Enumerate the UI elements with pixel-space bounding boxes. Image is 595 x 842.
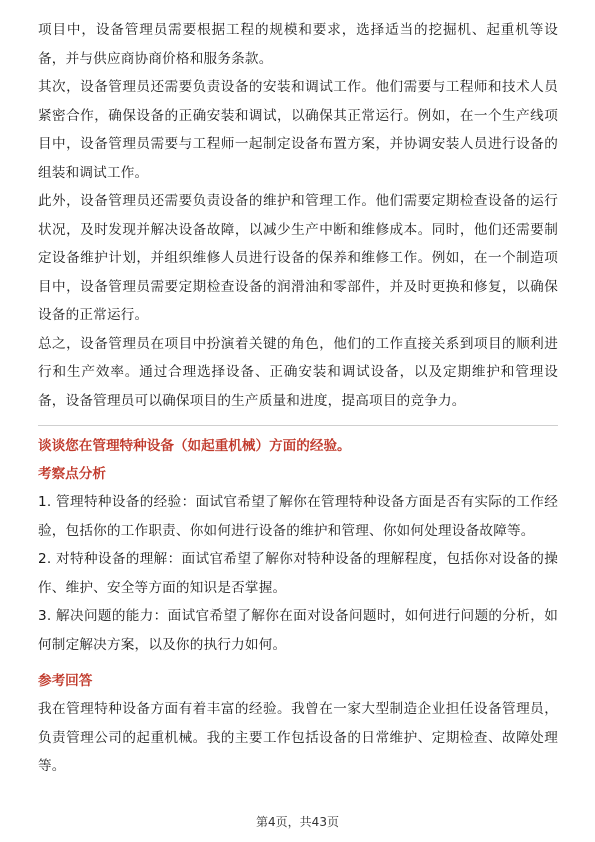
answer-title: 参考回答: [38, 673, 93, 689]
intro-paragraph-4: 总之，设备管理员在项目中扮演着关键的角色，他们的工作直接关系到项目的顺利进行和生产效率。通过合理选择设备、正确安装和调试设备，以及定期维护和管理设备，设备管理员可以确保项目的生产质量和进度，提高项目的竞争力。: [38, 335, 558, 409]
analysis-point-2: 2. 对特种设备的理解：面试官希望了解你对特种设备的理解程度，包括你对设备的操作、维护、安全等方面的知识是否掌握。: [38, 551, 558, 596]
analysis-point-1: 1. 管理特种设备的经验：面试官希望了解你在管理特种设备方面是否有实际的工作经验，包括你的工作职责、你如何进行设备的维护和管理、你如何处理设备故障等。: [38, 494, 558, 539]
section-divider: [38, 425, 558, 426]
page-content: [38, 16, 558, 781]
intro-paragraph-2: 其次，设备管理员还需要负责设备的安装和调试工作。他们需要与工程师和技术人员紧密合作，确保设备的正确安装和调试，以确保其正常运行。例如，在一个生产线项目中，设备管理员需要与工程师一起制定设备布置方案，并协调安装人员进行设备的组装和调试工作。: [38, 79, 558, 181]
answer-text: 我在管理特种设备方面有着丰富的经验。我曾在一家大型制造企业担任设备管理员，负责管理公司的起重机械。我的主要工作包括设备的日常维护、定期检查、故障处理等。: [38, 701, 558, 774]
interview-question: 谈谈您在管理特种设备（如起重机械）方面的经验。: [38, 438, 351, 454]
intro-paragraph-3: 此外，设备管理员还需要负责设备的维护和管理工作。他们需要定期检查设备的运行状况，及时发现并解决设备故障，以减少生产中断和维修成本。同时，他们还需要制定设备维护计划，并组织维修人员进行设备的保养和维修工作。例如，在一个制造项目中，设备管理员需要定期检查设备的润滑油和零部件，并及时更换和修复，以确保设备的正常运行。: [38, 193, 558, 323]
page-number: 第4页，共43页: [256, 815, 339, 829]
intro-paragraph-1: 项目中，设备管理员需要根据工程的规模和要求，选择适当的挖掘机、起重机等设备，并与供应商协商价格和服务条款。: [38, 22, 558, 67]
analysis-point-3: 3. 解决问题的能力：面试官希望了解你在面对设备问题时，如何进行问题的分析，如何制定解决方案，以及你的执行力如何。: [38, 608, 558, 653]
analysis-title: 考察点分析: [38, 466, 106, 482]
